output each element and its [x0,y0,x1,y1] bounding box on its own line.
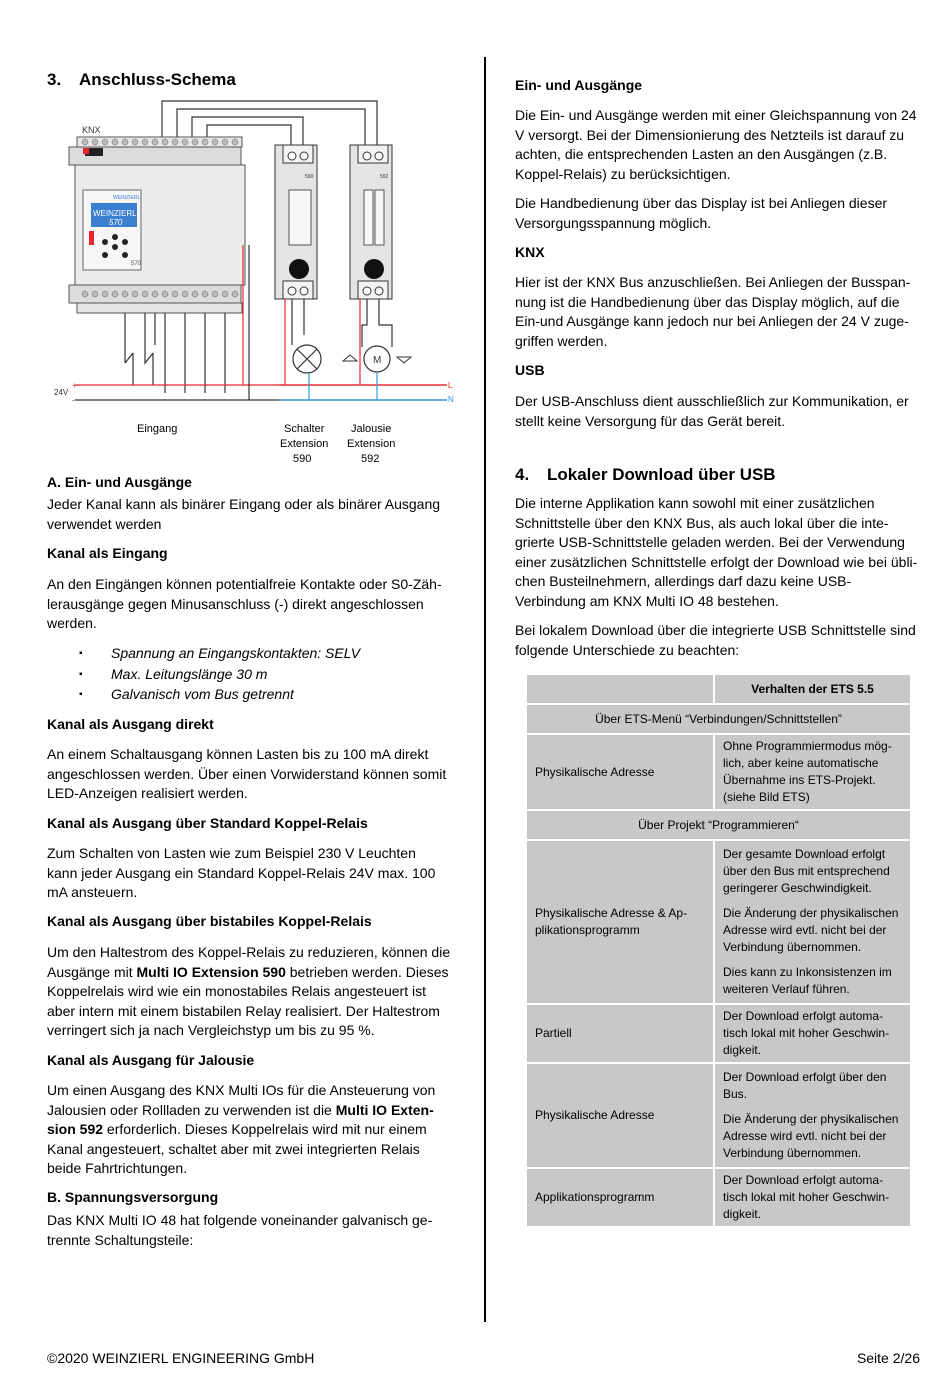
paragraph-knx [515,273,910,351]
line: Ein-und Ausgänge kann jedoch nur bei Anliegen der 24 V zuge- [515,313,909,330]
line: Koppelrelais wird wie ein monostabiles Relais angesteuert ist [47,983,426,1000]
cell-paragraph [723,1069,902,1103]
bullet-item [79,666,268,682]
row-label: Physikalische Adresse [527,1064,713,1167]
line [47,1101,435,1121]
line: Hier ist der KNX Bus anzuschließen. Bei Anliegen der Busspan- [515,274,911,290]
paragraph-b [47,1211,432,1250]
product-name: sion 592 [47,1121,104,1138]
line: Adresse wird evtl. nicht bei der [723,1129,887,1143]
line: tisch lokal mit hoher Geschwin- [723,1190,890,1204]
table-row [527,735,910,809]
bullet-icon: ▪ [79,689,83,700]
paragraph-ea-2 [515,194,887,233]
wiring-diagram [47,95,462,470]
row-value [715,1064,910,1167]
cell-paragraph [723,846,902,897]
section-b-heading: B. Spannungsversorgung [47,1189,219,1205]
ext-590-number: 590 [305,174,314,180]
line: Die Änderung der physikalischen [723,906,899,920]
line: beide Fahrtrichtungen. [47,1160,188,1177]
footer-page-number: Seite 2/26 [856,1350,920,1366]
line: über den Bus mit entsprechend [723,864,890,878]
section-title: Lokaler Download über USB [547,465,776,484]
caption-jalousie-3: 592 [361,453,380,465]
heading-ausgang-bistabil: Kanal als Ausgang über bistabiles Koppel-Relais [47,913,372,929]
line: An den Eingängen können potentialfreie Kontakte oder S0-Zäh- [47,576,442,592]
table-group-header: Über Projekt “Programmieren“ [527,811,910,839]
line: nung ist die Handbedienung über das Display möglich, auf die [515,293,900,310]
line: verringert sich ja nach Vergleichstyp um bis zu 95 %. [47,1022,375,1039]
paragraph-standard [47,844,435,903]
knx-label: KNX [82,125,101,135]
paragraph-usb [515,392,909,431]
line: stellt keine Versorgung für das Gerät bereit. [515,412,786,429]
caption-jalousie-2: Extension [347,438,396,450]
extension-590 [275,145,317,299]
line: Um einen Ausgang des KNX Multi IOs für die Ansteuerung von [47,1082,436,1098]
plus-label: + [72,381,77,390]
line: tisch lokal mit hoher Geschwin- [723,1026,890,1040]
table-row [527,841,910,1003]
paragraph-ea-1 [515,106,917,184]
text: erforderlich. Dieses Koppelrelais wird mit nur einem [103,1121,427,1138]
N-label: N [448,395,454,404]
line: Um den Haltestrom des Koppel-Relais zu reduzieren, können die [47,944,451,960]
line: plikationsprogramm [535,923,640,937]
heading-kanal-eingang: Kanal als Eingang [47,545,168,561]
text: Jalousien oder Rollladen zu verwenden ist die [47,1101,336,1118]
line: Die interne Applikation kann sowohl mit einer zusätzlichen [515,495,875,511]
text: betrieben werden. Dieses [285,963,449,980]
row-value [715,1169,910,1226]
caption-schalter-2: Extension [280,438,329,450]
line: Verbindung übernommen. [723,1146,862,1160]
line: Der gesamte Download erfolgt [723,847,886,861]
table-group-header: Über ETS-Menü “Verbindungen/Schnittstellen” [527,705,910,733]
line: Versorgungsspannung möglich. [515,214,712,231]
display-brand: WEINZIERL [93,209,137,218]
table-group-row [527,705,910,733]
heading-knx: KNX [515,244,545,260]
cell-paragraph [723,1111,902,1162]
section-a-heading: A. Ein- und Ausgänge [47,474,192,490]
cell-paragraph [723,964,902,998]
line: weiteren Verlauf führen. [723,982,850,996]
ext-592-number: 592 [380,174,389,180]
row-label: Applikationsprogramm [527,1169,713,1226]
line: chen Busteilnehmern, allerdings darf dazu keine USB- [515,573,852,590]
section-number: 4. [515,465,530,484]
table-row [527,1064,910,1167]
row-value [715,735,910,809]
row-label: Partiell [527,1005,713,1062]
line: Bus. [723,1087,748,1101]
table-row [527,1169,910,1226]
display-number: 570 [109,218,123,227]
section-number: 3. [47,70,62,89]
table-row [527,1005,910,1062]
extension-592 [350,145,392,299]
line: angeschlossen werden. Über einen Vorwiderstand können somit [47,765,447,782]
line: (siehe Bild ETS) [723,790,810,804]
section-4-heading [515,465,776,485]
footer-copyright: ©2020 WEINZIERL ENGINEERING GmbH [47,1350,315,1366]
paragraph-local-download [515,621,916,660]
line: achten, die entsprechenden Lasten an den Ausgängen (z.B. [515,146,888,163]
line: Ohne Programmiermodus mög- [723,739,892,753]
line: Kanal angesteuert, schaltet aber mit zwei integrierten Relais [47,1140,420,1157]
24v-label: 24V [54,388,69,397]
line: Der Download erfolgt automa- [723,1173,884,1187]
ets-behaviour-table [525,673,912,1228]
section-title: Anschluss-Schema [79,70,236,89]
caption-eingang: Eingang [137,423,178,435]
line: lerausgänge gegen Minusanschluss (-) direkt angeschlossen [47,595,424,612]
section-3-heading [47,70,236,90]
row-value [715,1005,910,1062]
line: Die Handbedienung über das Display ist bei Anliegen dieser [515,195,888,211]
table-header: Verhalten der ETS 5.5 [715,675,910,703]
line: trennte Schaltungsteile: [47,1231,194,1248]
device-brand: WEINZIERL [113,195,141,201]
line [47,1120,435,1140]
multi-io-device [69,137,245,313]
line: Der Download erfolgt über den [723,1070,887,1084]
line: Das KNX Multi IO 48 hat folgende voneinander galvanisch ge- [47,1212,433,1228]
heading-ausgang-jalousie: Kanal als Ausgang für Jalousie [47,1052,255,1068]
bullet-text: Galvanisch vom Bus getrennt [111,686,294,702]
line: digkeit. [723,1207,762,1221]
line: Schnittstelle über den KNX Bus, als auch lokal über die inte- [515,514,889,531]
bullet-item [79,686,294,702]
line: einer zusätzlichen Schnittstelle erfolgt der Download wie bei übli- [515,553,918,570]
bullet-item [79,645,361,661]
line: Übernahme ins ETS-Projekt. [723,773,876,787]
product-name: Multi IO Exten- [335,1101,434,1118]
line: griffen werden. [515,332,608,349]
text: Ausgänge mit [47,963,137,980]
line: Die Ein- und Ausgänge werden mit einer Gleichspannung von 24 [515,107,917,123]
row-label [527,841,713,1003]
heading-usb: USB [515,362,545,378]
heading-ausgang-standard: Kanal als Ausgang über Standard Koppel-Relais [47,815,368,831]
line: folgende Unterschiede zu beachten: [515,641,740,658]
paragraph-direkt [47,745,446,804]
line: Koppel-Relais) zu berücksichtigen. [515,165,731,182]
paragraph-jalousie [47,1081,435,1179]
heading-ein-ausgaenge: Ein- und Ausgänge [515,77,643,93]
line: An einem Schaltausgang können Lasten bis zu 100 mA direkt [47,746,429,762]
line: Bei lokalem Download über die integrierte USB Schnittstelle sind [515,622,916,638]
minus-label: - [72,396,75,405]
device-number: 570 [131,261,142,267]
bullet-text: Spannung an Eingangskontakten: SELV [111,645,361,661]
line: V versorgt. Bei der Dimensionierung des Netzteils ist darauf zu [515,126,905,143]
paragraph-section-4 [515,494,917,612]
paragraph-bistabil [47,943,450,1041]
motor-label: M [373,355,382,366]
section-a-paragraph: Jeder Kanal kann als binärer Eingang oder als binärer Ausgang verwendet werden [47,496,441,532]
line: Physikalische Adresse & Ap- [535,906,688,920]
line: Verbindung am KNX Multi IO 48 bestehen. [515,592,779,609]
line: geringerer Geschwindigkeit. [723,881,872,895]
caption-schalter-3: 590 [293,453,312,465]
row-value [715,841,910,1003]
line: digkeit. [723,1043,762,1057]
line: werden. [47,615,97,632]
heading-ausgang-direkt: Kanal als Ausgang direkt [47,716,214,732]
caption-jalousie-1: Jalousie [351,423,392,435]
row-label: Physikalische Adresse [527,735,713,809]
bullet-icon: ▪ [79,648,83,659]
table-group-row [527,811,910,839]
line: lich, aber keine automatische [723,756,879,770]
line: Zum Schalten von Lasten wie zum Beispiel 230 V Leuchten [47,845,416,861]
line: Der USB-Anschluss dient ausschließlich zur Kommunikation, er [515,393,909,409]
cell-paragraph [723,905,902,956]
bullet-icon: ▪ [79,669,83,680]
line: grierte USB-Schnittstelle geladen werden. Bei der Verwendung [515,534,905,551]
product-name: Multi IO Extension 590 [136,963,286,980]
line: mA ansteuern. [47,884,138,901]
line [47,963,450,983]
column-divider [484,57,486,1322]
paragraph-eingang [47,575,442,634]
line: kann jeder Ausgang ein Standard Koppel-Relais 24V max. 100 [47,864,436,881]
line: Der Download erfolgt automa- [723,1009,884,1023]
line: Adresse wird evtl. nicht bei der [723,923,887,937]
L-label: L [448,381,453,390]
caption-schalter-1: Schalter [284,423,325,435]
bullet-text: Max. Leitungslänge 30 m [111,666,268,682]
line: aber intern mit einem bistabilen Relay realisiert. Der Haltestrom [47,1002,440,1019]
line: Verbindung übernommen. [723,940,862,954]
line: LED-Anzeigen realisiert werden. [47,785,248,802]
line: Dies kann zu Inkonsistenzen im [723,965,892,979]
line: Die Änderung der physikalischen [723,1112,899,1126]
table-cell [527,675,713,703]
table-header-row [527,675,910,703]
